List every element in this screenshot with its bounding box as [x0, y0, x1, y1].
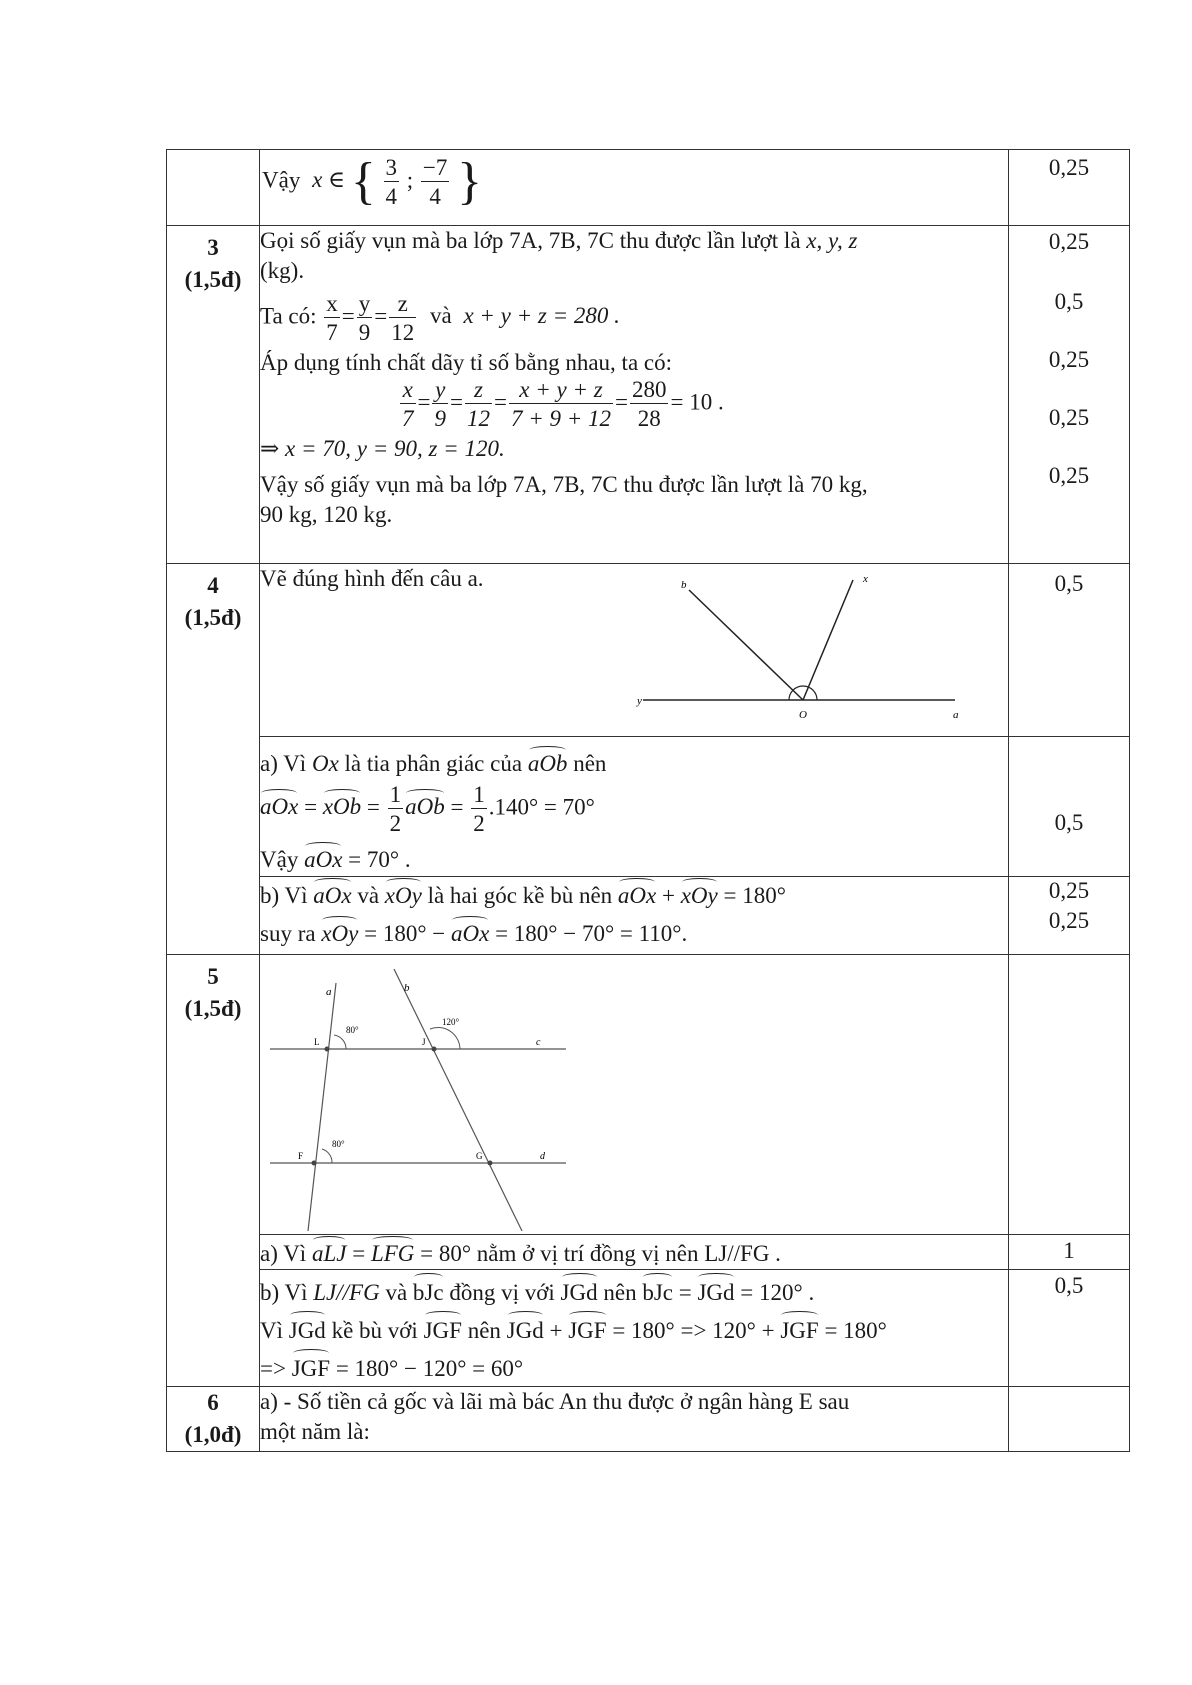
text: = 180° => 120° + [612, 1318, 775, 1343]
row-q4a [167, 737, 1130, 877]
line-a [308, 983, 336, 1231]
angle-symbol: JGd [561, 1272, 598, 1310]
score-cell [1009, 226, 1130, 564]
vay-label: Vậy [262, 167, 301, 193]
solution-cell: a) Vì Ox là tia phân giác của aOb nên aOx = xOb = $\frac{1}{2}$ aOb = $\frac{1}{2}$ .140° = 70° Vậy aOx = 70° . [260, 737, 1009, 877]
score-cell [1009, 1270, 1130, 1387]
text: là tia phân giác của [344, 751, 523, 776]
score: 0,5 [1054, 1273, 1084, 1298]
left-brace: { [350, 153, 376, 210]
label-d: d [540, 1151, 545, 1162]
text: b) Vì [260, 1280, 308, 1305]
angle-symbol: aOx [451, 915, 489, 949]
score: 0,25 [1048, 155, 1090, 180]
question-number: 3 [207, 235, 219, 260]
angle-symbol: JGF [568, 1310, 606, 1348]
label-b: b [404, 982, 410, 994]
label-c: c [536, 1037, 541, 1048]
angle-symbol: LFG [371, 1235, 414, 1269]
eq-sign: = [493, 389, 507, 415]
solution-cell [260, 564, 1009, 737]
text: Vậy [260, 847, 299, 872]
question-number-cell [167, 226, 260, 564]
text: a) Vì [260, 751, 307, 776]
angle-symbol: aLJ [312, 1235, 347, 1269]
score-cell [1009, 1235, 1130, 1270]
label-a: a [953, 709, 959, 721]
solution-cell [260, 150, 1009, 226]
score: 0,25 [1048, 878, 1090, 903]
angle-symbol: JGF [424, 1310, 462, 1348]
q3-conclusion-1: Vậy số giấy vụn mà ba lớp 7A, 7B, 7C thu được lần lượt là 70 kg, [260, 472, 868, 497]
score: 0,25 [1048, 908, 1090, 933]
fraction-y-9: $\frac{y}{9}$ [358, 291, 371, 345]
eq-sign: = [341, 303, 355, 329]
angle-symbol: aOx [313, 877, 351, 911]
angle-figure [635, 572, 975, 722]
text: nên [603, 1280, 637, 1305]
q3-result: ⇒ x = 70, y = 90, z = 120. [260, 436, 505, 461]
label-o: O [799, 709, 807, 721]
score-cell [1009, 955, 1130, 1235]
label-80-bottom: 80° [332, 1139, 345, 1149]
angle-symbol: aOb [405, 788, 445, 822]
apdung-text: Áp dụng tính chất dãy tỉ số bằng nhau, ta có: [260, 350, 673, 375]
solution-cell [260, 226, 1009, 564]
ray-name: Ox [311, 751, 339, 776]
eq-sign: = [417, 389, 431, 415]
angle-symbol: JGd [507, 1310, 544, 1348]
score: 0,25 [1048, 463, 1090, 488]
question-number-cell [167, 1387, 260, 1452]
question-number: 4 [207, 573, 219, 598]
angle-symbol: xOb [323, 788, 361, 822]
label-l: L [314, 1037, 320, 1047]
text: Vì [260, 1318, 283, 1343]
solution-cell [260, 955, 1009, 1235]
fraction-z-12: $\frac{z}{12}$ [466, 377, 490, 431]
solution-cell [260, 1387, 1009, 1452]
row-q3 [167, 226, 1130, 564]
right-brace: } [457, 153, 483, 210]
plus-sign: + [661, 883, 675, 908]
answer-table [166, 149, 1130, 1452]
score: 0,5 [1054, 289, 1084, 314]
text: suy ra [260, 921, 316, 946]
ray-ob [689, 590, 803, 700]
set-separator: ; [406, 167, 414, 193]
q3-line1: Gọi số giấy vụn mà ba lớp 7A, 7B, 7C thu được lần lượt là [260, 228, 801, 253]
fraction-x-7: $\frac{x}{7}$ [402, 377, 414, 431]
angle-symbol: aOx [260, 788, 298, 822]
parallel-lines-figure [270, 965, 570, 1231]
score: 0,5 [1054, 571, 1084, 596]
text: là hai góc kề bù nên [427, 883, 613, 908]
row-q5a [167, 1235, 1130, 1270]
row-q2-tail [167, 150, 1130, 226]
score: 1 [1063, 1238, 1075, 1263]
fraction-1-2: $\frac{1}{2}$ [473, 782, 485, 836]
question-number-cell [167, 564, 260, 955]
row-q5-figure [167, 955, 1130, 1235]
question-points: (1,5đ) [184, 996, 242, 1021]
label-120: 120° [442, 1017, 460, 1027]
angle-arc-f [322, 1149, 332, 1163]
taco-label: Ta có: [260, 303, 317, 329]
row-q4-figure [167, 564, 1130, 737]
angle-arc-j [430, 1027, 460, 1049]
angle-arc [789, 686, 817, 700]
fraction-sum: $\frac{x + y + z}{7 + 9 + 12}$ [510, 377, 611, 431]
text: = 120° . [740, 1280, 815, 1305]
angle-arc-l [334, 1035, 346, 1049]
eq-sign: = [352, 1241, 366, 1266]
solution-cell [260, 1235, 1009, 1270]
x-in-label: x ∈ [312, 167, 346, 193]
fraction-z-12: $\frac{z}{12}$ [391, 291, 415, 345]
eq-sign: = [449, 389, 463, 415]
row-q4b [167, 877, 1130, 955]
score-cell [1009, 564, 1130, 737]
line-b [394, 969, 522, 1231]
text: .140° = 70° [488, 794, 595, 820]
text: nên [467, 1318, 501, 1343]
angle-symbol: aOb [528, 745, 568, 779]
label-j: J [422, 1037, 426, 1047]
angle-symbol: aOx [618, 877, 656, 911]
point-l [325, 1047, 330, 1052]
q4-draw-text: Vẽ đúng hình đến câu a. [260, 566, 484, 591]
fraction-3-4: $\frac{3}{4}$ [385, 155, 398, 209]
score-cell [1009, 150, 1130, 226]
solution-cell: b) Vì LJ//FG và bJc đồng vị với JGd nên bJc = JGd = 120° . Vì JGd kề bù với JGF nên JGd + JGF = 180° => 120° + JGF = 180° => JGF = 180° − 120° = 60° [260, 1270, 1009, 1387]
question-number-cell [167, 150, 260, 226]
label-x: x [863, 573, 868, 585]
q6-line1: a) - Số tiền cả gốc và lãi mà bác An thu được ở ngân hàng E sau [260, 1389, 850, 1414]
q6-line2: một năm là: [260, 1419, 370, 1444]
eq-sign: = [374, 303, 388, 329]
score: 0,25 [1048, 347, 1090, 372]
solution-cell [260, 877, 1009, 955]
row-q6 [167, 1387, 1130, 1452]
angle-symbol: JGd [697, 1272, 734, 1310]
question-points: (1,5đ) [184, 267, 242, 292]
ray-ox [803, 580, 853, 700]
question-points: (1,0đ) [184, 1422, 242, 1447]
fraction-280-28: $\frac{280}{28}$ [631, 377, 667, 431]
score-cell [1009, 877, 1130, 955]
text: = 70° . [348, 847, 411, 872]
text: và [357, 883, 380, 908]
question-number: 6 [207, 1390, 219, 1415]
point-f [312, 1161, 317, 1166]
angle-symbol: JGF [292, 1348, 330, 1386]
score-cell [1009, 1387, 1130, 1452]
angle-symbol: bJc [413, 1272, 444, 1310]
text: = 180° [723, 883, 786, 908]
label-y: y [637, 695, 642, 707]
text: a) Vì [260, 1241, 307, 1266]
fraction-y-9: $\frac{y}{9}$ [434, 377, 446, 431]
angle-symbol: JGF [780, 1310, 818, 1348]
sum-equation: x + y + z = 280 . [463, 303, 620, 329]
label-b: b [681, 579, 687, 591]
angle-symbol: xOy [321, 915, 358, 949]
text: = 180° − 120° = 60° [335, 1356, 524, 1381]
eq-sign: = [615, 389, 628, 415]
text: kề bù với [331, 1318, 418, 1343]
text: = 180° − 70° = 110°. [495, 921, 688, 946]
text: b) Vì [260, 883, 308, 908]
equals-10: = 10 . [670, 389, 724, 415]
label-a: a [326, 986, 332, 998]
q3-conclusion-2: 90 kg, 120 kg. [260, 502, 393, 527]
row-q5b [167, 1270, 1130, 1387]
question-number-cell [167, 955, 260, 1387]
q3-vars: x, y, z [806, 228, 858, 253]
text: nên [573, 751, 607, 776]
fraction-minus7-4: $\frac{-7}{4}$ [422, 155, 448, 209]
va-label: và [429, 303, 452, 329]
fraction-x-7: $\frac{x}{7}$ [326, 291, 338, 345]
text: = 80° nằm ở vị trí đồng vị nên LJ//FG . [420, 1241, 781, 1266]
point-g [488, 1161, 493, 1166]
q3-line2: (kg). [260, 258, 305, 283]
point-j [432, 1047, 437, 1052]
score: 0,25 [1048, 229, 1090, 254]
text: đồng vị với [449, 1280, 555, 1305]
score-cell [1009, 737, 1130, 877]
label-g: G [476, 1151, 483, 1161]
label-80-top: 80° [346, 1025, 359, 1035]
question-points: (1,5đ) [184, 605, 242, 630]
angle-symbol: bJc [642, 1272, 673, 1310]
angle-symbol: aOx [304, 841, 342, 875]
angle-symbol: JGd [289, 1310, 326, 1348]
text: = 180° [824, 1318, 887, 1343]
text: = 180° − [364, 921, 446, 946]
parallel-text: LJ//FG [313, 1280, 380, 1305]
score: 0,5 [1054, 810, 1084, 835]
angle-symbol: xOy [681, 877, 718, 911]
score: 0,25 [1048, 405, 1090, 430]
fraction-1-2: $\frac{1}{2}$ [389, 782, 402, 836]
text: và [385, 1280, 408, 1305]
question-number: 5 [207, 964, 219, 989]
angle-symbol: xOy [385, 877, 422, 911]
text: => [260, 1356, 286, 1381]
label-f: F [298, 1151, 304, 1161]
